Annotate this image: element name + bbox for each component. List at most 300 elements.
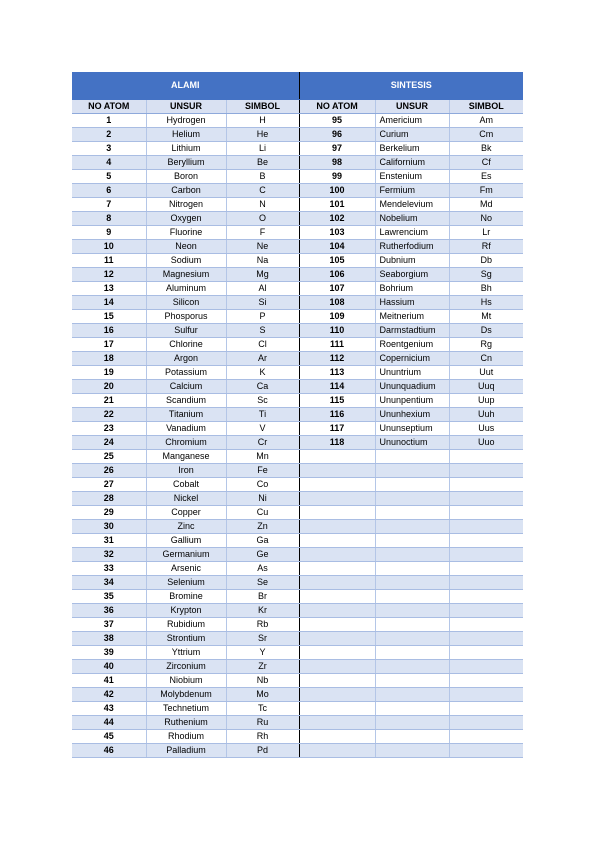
alami-element-symbol: V bbox=[226, 422, 299, 436]
sintesis-element-name bbox=[375, 604, 449, 618]
sintesis-element-symbol: Cn bbox=[449, 352, 523, 366]
table-row bbox=[72, 338, 523, 352]
sintesis-element-symbol: Cf bbox=[449, 156, 523, 170]
alami-element-symbol: Ar bbox=[226, 352, 299, 366]
alami-atom-number: 38 bbox=[72, 632, 146, 646]
alami-atom-number: 26 bbox=[72, 464, 146, 478]
sintesis-atom-number: 111 bbox=[299, 338, 375, 352]
alami-atom-number: 8 bbox=[72, 212, 146, 226]
alami-element-name: Gallium bbox=[146, 534, 226, 548]
sintesis-element-name bbox=[375, 478, 449, 492]
sintesis-atom-number bbox=[299, 548, 375, 562]
sintesis-atom-number: 99 bbox=[299, 170, 375, 184]
sintesis-element-name: Fermium bbox=[375, 184, 449, 198]
alami-element-symbol: Li bbox=[226, 142, 299, 156]
alami-atom-number: 12 bbox=[72, 268, 146, 282]
element-table bbox=[72, 72, 523, 758]
alami-element-symbol: Mn bbox=[226, 450, 299, 464]
table-row bbox=[72, 646, 523, 660]
sintesis-element-name bbox=[375, 548, 449, 562]
sintesis-atom-number: 115 bbox=[299, 394, 375, 408]
sintesis-element-symbol bbox=[449, 562, 523, 576]
alami-element-name: Titanium bbox=[146, 408, 226, 422]
sintesis-element-name bbox=[375, 562, 449, 576]
alami-atom-number: 9 bbox=[72, 226, 146, 240]
table-row bbox=[72, 604, 523, 618]
alami-element-name: Germanium bbox=[146, 548, 226, 562]
table-row bbox=[72, 324, 523, 338]
col-header-no-atom-sintesis: NO ATOM bbox=[299, 100, 375, 114]
alami-element-name: Magnesium bbox=[146, 268, 226, 282]
table-row bbox=[72, 688, 523, 702]
sintesis-element-name bbox=[375, 618, 449, 632]
alami-element-name: Krypton bbox=[146, 604, 226, 618]
alami-element-name: Argon bbox=[146, 352, 226, 366]
sintesis-atom-number bbox=[299, 520, 375, 534]
sintesis-atom-number: 96 bbox=[299, 128, 375, 142]
alami-atom-number: 6 bbox=[72, 184, 146, 198]
alami-element-name: Rhodium bbox=[146, 730, 226, 744]
alami-element-symbol: Rh bbox=[226, 730, 299, 744]
table-row bbox=[72, 562, 523, 576]
sintesis-atom-number bbox=[299, 688, 375, 702]
alami-atom-number: 21 bbox=[72, 394, 146, 408]
sintesis-atom-number bbox=[299, 674, 375, 688]
alami-element-name: Nitrogen bbox=[146, 198, 226, 212]
alami-element-name: Technetium bbox=[146, 702, 226, 716]
table-row bbox=[72, 394, 523, 408]
sintesis-atom-number: 113 bbox=[299, 366, 375, 380]
sintesis-element-name bbox=[375, 590, 449, 604]
sintesis-element-symbol bbox=[449, 464, 523, 478]
alami-element-name: Molybdenum bbox=[146, 688, 226, 702]
table-row bbox=[72, 702, 523, 716]
table-row bbox=[72, 492, 523, 506]
alami-element-symbol: Zr bbox=[226, 660, 299, 674]
table-row bbox=[72, 618, 523, 632]
sintesis-element-name: Curium bbox=[375, 128, 449, 142]
sintesis-atom-number bbox=[299, 618, 375, 632]
sintesis-element-name: Lawrencium bbox=[375, 226, 449, 240]
sintesis-element-symbol bbox=[449, 450, 523, 464]
sintesis-element-symbol bbox=[449, 632, 523, 646]
sintesis-element-symbol: Sg bbox=[449, 268, 523, 282]
sintesis-element-symbol: Mt bbox=[449, 310, 523, 324]
sintesis-element-symbol: Uup bbox=[449, 394, 523, 408]
alami-element-name: Phosporus bbox=[146, 310, 226, 324]
sintesis-atom-number: 106 bbox=[299, 268, 375, 282]
sintesis-element-name bbox=[375, 520, 449, 534]
sintesis-element-name: Ununpentium bbox=[375, 394, 449, 408]
sintesis-element-symbol bbox=[449, 604, 523, 618]
table-row bbox=[72, 744, 523, 758]
sintesis-atom-number bbox=[299, 450, 375, 464]
sintesis-element-symbol: Hs bbox=[449, 296, 523, 310]
table-row bbox=[72, 212, 523, 226]
alami-atom-number: 15 bbox=[72, 310, 146, 324]
alami-element-symbol: Ru bbox=[226, 716, 299, 730]
alami-atom-number: 29 bbox=[72, 506, 146, 520]
sintesis-element-name: Ununhexium bbox=[375, 408, 449, 422]
sintesis-element-name bbox=[375, 716, 449, 730]
sintesis-atom-number bbox=[299, 632, 375, 646]
sintesis-atom-number: 117 bbox=[299, 422, 375, 436]
sintesis-atom-number: 110 bbox=[299, 324, 375, 338]
sintesis-element-name: Enstenium bbox=[375, 170, 449, 184]
sintesis-element-name: Nobelium bbox=[375, 212, 449, 226]
sintesis-element-name bbox=[375, 534, 449, 548]
alami-atom-number: 41 bbox=[72, 674, 146, 688]
sintesis-element-symbol bbox=[449, 520, 523, 534]
sintesis-element-name bbox=[375, 450, 449, 464]
alami-element-name: Nickel bbox=[146, 492, 226, 506]
alami-atom-number: 31 bbox=[72, 534, 146, 548]
sintesis-atom-number: 102 bbox=[299, 212, 375, 226]
column-header-row bbox=[72, 100, 523, 114]
sintesis-element-name: Copernicium bbox=[375, 352, 449, 366]
sintesis-atom-number bbox=[299, 702, 375, 716]
sintesis-element-symbol bbox=[449, 576, 523, 590]
alami-atom-number: 40 bbox=[72, 660, 146, 674]
alami-element-symbol: Be bbox=[226, 156, 299, 170]
sintesis-atom-number: 100 bbox=[299, 184, 375, 198]
alami-element-symbol: Kr bbox=[226, 604, 299, 618]
alami-element-name: Beryllium bbox=[146, 156, 226, 170]
sintesis-element-name: Ununtrium bbox=[375, 366, 449, 380]
alami-atom-number: 36 bbox=[72, 604, 146, 618]
sintesis-atom-number bbox=[299, 506, 375, 520]
alami-element-symbol: Sc bbox=[226, 394, 299, 408]
alami-element-symbol: Ni bbox=[226, 492, 299, 506]
alami-atom-number: 30 bbox=[72, 520, 146, 534]
sintesis-element-symbol bbox=[449, 534, 523, 548]
alami-element-name: Neon bbox=[146, 240, 226, 254]
sintesis-element-symbol bbox=[449, 646, 523, 660]
alami-element-symbol: Pd bbox=[226, 744, 299, 758]
sintesis-element-symbol bbox=[449, 660, 523, 674]
sintesis-atom-number: 118 bbox=[299, 436, 375, 450]
alami-element-symbol: K bbox=[226, 366, 299, 380]
alami-atom-number: 45 bbox=[72, 730, 146, 744]
table-row bbox=[72, 576, 523, 590]
table-row bbox=[72, 268, 523, 282]
sintesis-element-symbol: Md bbox=[449, 198, 523, 212]
alami-atom-number: 17 bbox=[72, 338, 146, 352]
sintesis-atom-number bbox=[299, 744, 375, 758]
col-header-no-atom-alami: NO ATOM bbox=[72, 100, 146, 114]
sintesis-atom-number bbox=[299, 730, 375, 744]
alami-element-symbol: Rb bbox=[226, 618, 299, 632]
alami-atom-number: 22 bbox=[72, 408, 146, 422]
sintesis-element-name: Hassium bbox=[375, 296, 449, 310]
sintesis-atom-number: 104 bbox=[299, 240, 375, 254]
alami-atom-number: 27 bbox=[72, 478, 146, 492]
sintesis-element-symbol: Bh bbox=[449, 282, 523, 296]
alami-atom-number: 23 bbox=[72, 422, 146, 436]
sintesis-element-symbol bbox=[449, 506, 523, 520]
sintesis-atom-number: 109 bbox=[299, 310, 375, 324]
alami-element-symbol: Cl bbox=[226, 338, 299, 352]
alami-element-name: Sodium bbox=[146, 254, 226, 268]
sintesis-element-symbol: Bk bbox=[449, 142, 523, 156]
sintesis-element-name: Darmstadtium bbox=[375, 324, 449, 338]
alami-atom-number: 46 bbox=[72, 744, 146, 758]
sintesis-element-symbol: Uut bbox=[449, 366, 523, 380]
sintesis-atom-number: 112 bbox=[299, 352, 375, 366]
alami-element-symbol: S bbox=[226, 324, 299, 338]
alami-atom-number: 1 bbox=[72, 114, 146, 128]
sintesis-element-symbol: Rf bbox=[449, 240, 523, 254]
alami-element-name: Silicon bbox=[146, 296, 226, 310]
sintesis-atom-number: 107 bbox=[299, 282, 375, 296]
group-header-sintesis: SINTESIS bbox=[299, 72, 523, 100]
sintesis-element-symbol bbox=[449, 590, 523, 604]
table-row bbox=[72, 310, 523, 324]
table-row bbox=[72, 632, 523, 646]
alami-element-name: Selenium bbox=[146, 576, 226, 590]
sintesis-element-name bbox=[375, 646, 449, 660]
alami-element-symbol: Ga bbox=[226, 534, 299, 548]
alami-element-name: Palladium bbox=[146, 744, 226, 758]
alami-element-symbol: As bbox=[226, 562, 299, 576]
alami-element-symbol: Mo bbox=[226, 688, 299, 702]
sintesis-element-symbol bbox=[449, 492, 523, 506]
sintesis-element-name: Rutherfodium bbox=[375, 240, 449, 254]
table-row bbox=[72, 296, 523, 310]
alami-element-name: Strontium bbox=[146, 632, 226, 646]
alami-atom-number: 35 bbox=[72, 590, 146, 604]
sintesis-element-name bbox=[375, 492, 449, 506]
alami-element-symbol: Fe bbox=[226, 464, 299, 478]
alami-element-symbol: C bbox=[226, 184, 299, 198]
alami-atom-number: 7 bbox=[72, 198, 146, 212]
sintesis-element-name: Bohrium bbox=[375, 282, 449, 296]
sintesis-element-symbol: Db bbox=[449, 254, 523, 268]
alami-element-symbol: Ge bbox=[226, 548, 299, 562]
alami-element-symbol: H bbox=[226, 114, 299, 128]
alami-element-name: Vanadium bbox=[146, 422, 226, 436]
alami-atom-number: 4 bbox=[72, 156, 146, 170]
sintesis-atom-number bbox=[299, 576, 375, 590]
alami-atom-number: 18 bbox=[72, 352, 146, 366]
sintesis-element-symbol: Fm bbox=[449, 184, 523, 198]
sintesis-element-symbol bbox=[449, 674, 523, 688]
table-body bbox=[72, 114, 523, 758]
alami-element-name: Calcium bbox=[146, 380, 226, 394]
sintesis-element-name: Californium bbox=[375, 156, 449, 170]
alami-element-name: Manganese bbox=[146, 450, 226, 464]
alami-element-name: Zirconium bbox=[146, 660, 226, 674]
sintesis-element-name bbox=[375, 632, 449, 646]
sintesis-atom-number: 114 bbox=[299, 380, 375, 394]
alami-atom-number: 10 bbox=[72, 240, 146, 254]
alami-element-symbol: Se bbox=[226, 576, 299, 590]
sintesis-atom-number bbox=[299, 534, 375, 548]
sintesis-element-symbol bbox=[449, 702, 523, 716]
sintesis-element-name: Seaborgium bbox=[375, 268, 449, 282]
alami-element-symbol: Zn bbox=[226, 520, 299, 534]
alami-atom-number: 24 bbox=[72, 436, 146, 450]
table-row bbox=[72, 436, 523, 450]
sintesis-element-name bbox=[375, 660, 449, 674]
sintesis-element-name: Ununquadium bbox=[375, 380, 449, 394]
table-row bbox=[72, 478, 523, 492]
sintesis-element-symbol: No bbox=[449, 212, 523, 226]
alami-element-name: Cobalt bbox=[146, 478, 226, 492]
sintesis-element-symbol: Uuq bbox=[449, 380, 523, 394]
alami-element-name: Zinc bbox=[146, 520, 226, 534]
alami-atom-number: 37 bbox=[72, 618, 146, 632]
sintesis-atom-number: 105 bbox=[299, 254, 375, 268]
col-header-unsur-alami: UNSUR bbox=[146, 100, 226, 114]
alami-element-symbol: F bbox=[226, 226, 299, 240]
table-row bbox=[72, 380, 523, 394]
alami-element-name: Rubidium bbox=[146, 618, 226, 632]
table-row bbox=[72, 590, 523, 604]
table-row bbox=[72, 114, 523, 128]
table-row bbox=[72, 464, 523, 478]
sintesis-atom-number bbox=[299, 562, 375, 576]
sintesis-atom-number: 95 bbox=[299, 114, 375, 128]
alami-element-symbol: N bbox=[226, 198, 299, 212]
table-row bbox=[72, 730, 523, 744]
alami-element-symbol: Ca bbox=[226, 380, 299, 394]
table-row bbox=[72, 352, 523, 366]
alami-element-name: Scandium bbox=[146, 394, 226, 408]
table-row bbox=[72, 366, 523, 380]
sintesis-element-name: Americium bbox=[375, 114, 449, 128]
alami-atom-number: 11 bbox=[72, 254, 146, 268]
alami-element-symbol: Br bbox=[226, 590, 299, 604]
alami-atom-number: 5 bbox=[72, 170, 146, 184]
alami-element-name: Ruthenium bbox=[146, 716, 226, 730]
sintesis-element-name bbox=[375, 688, 449, 702]
alami-atom-number: 32 bbox=[72, 548, 146, 562]
sintesis-atom-number bbox=[299, 478, 375, 492]
table-row bbox=[72, 142, 523, 156]
alami-element-name: Potassium bbox=[146, 366, 226, 380]
alami-atom-number: 16 bbox=[72, 324, 146, 338]
alami-atom-number: 42 bbox=[72, 688, 146, 702]
sintesis-element-symbol bbox=[449, 716, 523, 730]
alami-atom-number: 25 bbox=[72, 450, 146, 464]
alami-element-symbol: Tc bbox=[226, 702, 299, 716]
sintesis-element-symbol bbox=[449, 730, 523, 744]
sintesis-atom-number: 103 bbox=[299, 226, 375, 240]
alami-element-symbol: Mg bbox=[226, 268, 299, 282]
sintesis-element-name: Roentgenium bbox=[375, 338, 449, 352]
alami-atom-number: 13 bbox=[72, 282, 146, 296]
alami-element-name: Carbon bbox=[146, 184, 226, 198]
alami-element-symbol: Cr bbox=[226, 436, 299, 450]
sintesis-element-symbol bbox=[449, 744, 523, 758]
sintesis-atom-number: 101 bbox=[299, 198, 375, 212]
col-header-unsur-sintesis: UNSUR bbox=[375, 100, 449, 114]
alami-element-symbol: Sr bbox=[226, 632, 299, 646]
alami-element-symbol: B bbox=[226, 170, 299, 184]
alami-atom-number: 2 bbox=[72, 128, 146, 142]
alami-element-symbol: He bbox=[226, 128, 299, 142]
sintesis-element-symbol bbox=[449, 688, 523, 702]
group-header-alami: ALAMI bbox=[72, 72, 299, 100]
sintesis-element-name bbox=[375, 464, 449, 478]
sintesis-element-symbol: Lr bbox=[449, 226, 523, 240]
alami-element-symbol: Y bbox=[226, 646, 299, 660]
alami-element-name: Oxygen bbox=[146, 212, 226, 226]
sintesis-element-name: Ununoctium bbox=[375, 436, 449, 450]
alami-atom-number: 44 bbox=[72, 716, 146, 730]
table-row bbox=[72, 198, 523, 212]
sintesis-atom-number bbox=[299, 492, 375, 506]
sintesis-element-symbol: Uuo bbox=[449, 436, 523, 450]
sintesis-element-symbol bbox=[449, 478, 523, 492]
alami-element-symbol: Si bbox=[226, 296, 299, 310]
alami-atom-number: 3 bbox=[72, 142, 146, 156]
sintesis-element-symbol: Rg bbox=[449, 338, 523, 352]
table-row bbox=[72, 674, 523, 688]
alami-atom-number: 14 bbox=[72, 296, 146, 310]
col-header-simbol-sintesis: SIMBOL bbox=[449, 100, 523, 114]
alami-element-symbol: Nb bbox=[226, 674, 299, 688]
alami-element-name: Chromium bbox=[146, 436, 226, 450]
sintesis-element-symbol: Uuh bbox=[449, 408, 523, 422]
sintesis-atom-number: 98 bbox=[299, 156, 375, 170]
alami-element-name: Helium bbox=[146, 128, 226, 142]
alami-element-symbol: Al bbox=[226, 282, 299, 296]
table-row bbox=[72, 254, 523, 268]
sintesis-element-symbol bbox=[449, 548, 523, 562]
sintesis-element-name bbox=[375, 576, 449, 590]
table-row bbox=[72, 240, 523, 254]
table-row bbox=[72, 660, 523, 674]
table-row bbox=[72, 534, 523, 548]
sintesis-atom-number: 116 bbox=[299, 408, 375, 422]
table-row bbox=[72, 716, 523, 730]
sintesis-atom-number: 97 bbox=[299, 142, 375, 156]
alami-atom-number: 43 bbox=[72, 702, 146, 716]
alami-element-symbol: O bbox=[226, 212, 299, 226]
table-row bbox=[72, 450, 523, 464]
sintesis-element-name: Meitnerium bbox=[375, 310, 449, 324]
alami-element-name: Lithium bbox=[146, 142, 226, 156]
alami-atom-number: 19 bbox=[72, 366, 146, 380]
alami-element-symbol: Ti bbox=[226, 408, 299, 422]
sintesis-element-name: Ununseptium bbox=[375, 422, 449, 436]
sintesis-atom-number bbox=[299, 660, 375, 674]
alami-element-name: Yttrium bbox=[146, 646, 226, 660]
sintesis-element-symbol: Am bbox=[449, 114, 523, 128]
table-row bbox=[72, 422, 523, 436]
alami-element-name: Iron bbox=[146, 464, 226, 478]
alami-atom-number: 33 bbox=[72, 562, 146, 576]
alami-element-name: Niobium bbox=[146, 674, 226, 688]
table-row bbox=[72, 170, 523, 184]
table-row bbox=[72, 282, 523, 296]
sintesis-atom-number bbox=[299, 464, 375, 478]
sintesis-atom-number bbox=[299, 646, 375, 660]
table-row bbox=[72, 184, 523, 198]
group-header-row bbox=[72, 72, 523, 100]
alami-atom-number: 34 bbox=[72, 576, 146, 590]
table-row bbox=[72, 128, 523, 142]
sintesis-element-symbol: Uus bbox=[449, 422, 523, 436]
sintesis-element-name bbox=[375, 674, 449, 688]
sintesis-atom-number bbox=[299, 716, 375, 730]
alami-element-symbol: Cu bbox=[226, 506, 299, 520]
sintesis-element-name bbox=[375, 744, 449, 758]
alami-element-name: Bromine bbox=[146, 590, 226, 604]
sintesis-element-name bbox=[375, 506, 449, 520]
